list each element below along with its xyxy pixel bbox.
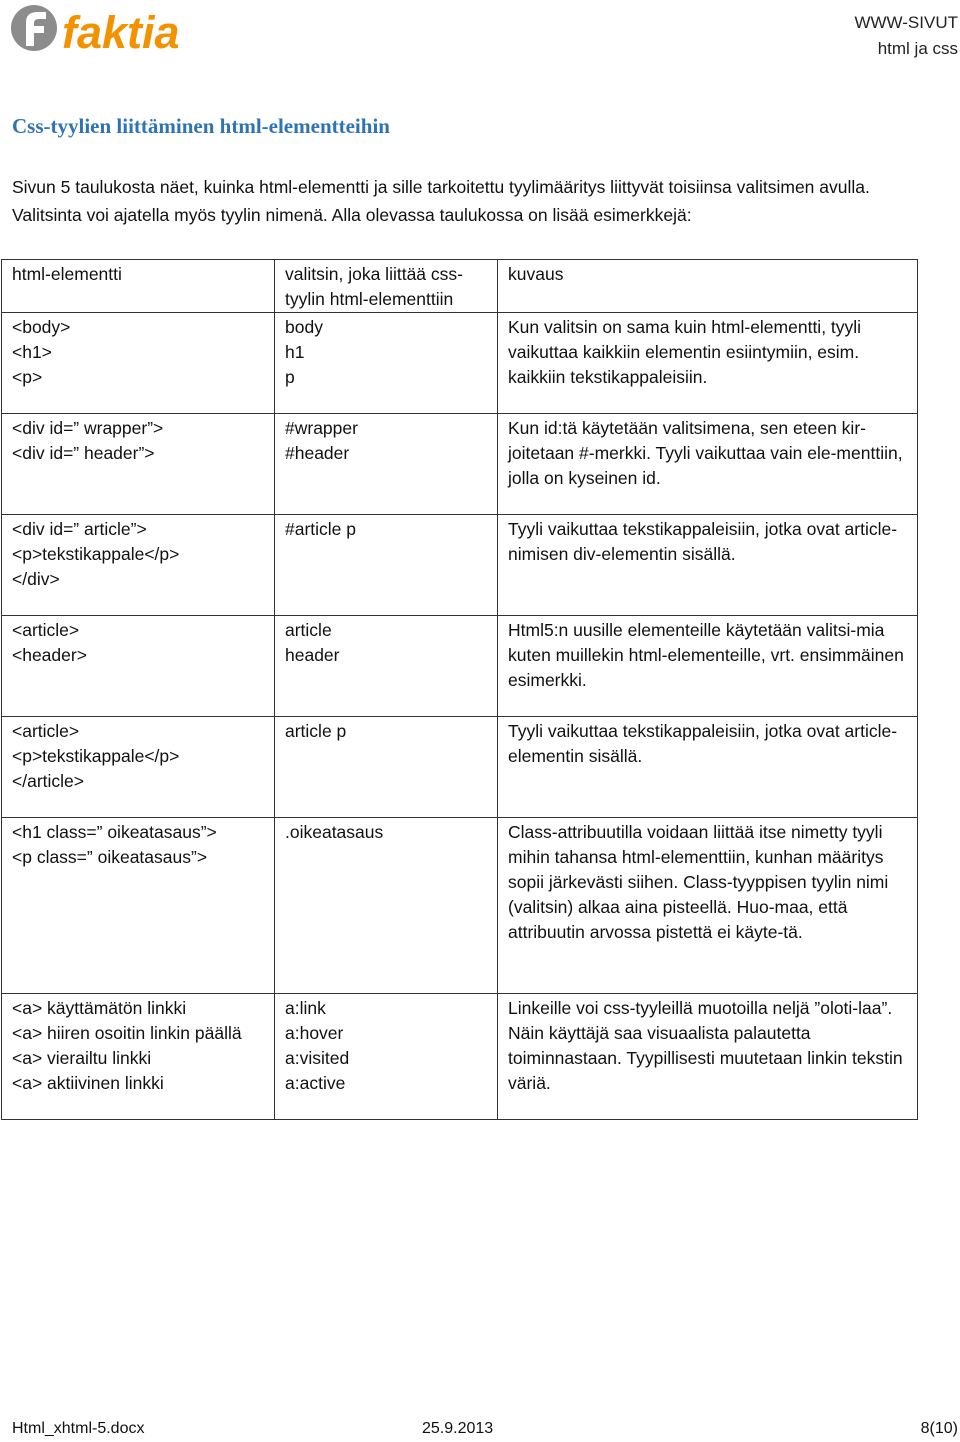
header-cell-element: html-elementti xyxy=(2,260,275,313)
selector-cell: article header xyxy=(275,616,498,717)
selector-cell: #article p xyxy=(275,515,498,616)
description-cell: Linkeille voi css-tyyleillä muotoilla neljä ”oloti-laa”. Näin käyttäjä saa visuaalista palautetta toiminnastaan. Tyypillisesti muutetaan linkin tekstin väriä. xyxy=(498,994,918,1120)
element-cell: <div id=” wrapper”> <div id=” header”> xyxy=(2,414,275,515)
footer-page-number: 8(10) xyxy=(920,1420,958,1437)
faktia-logo xyxy=(8,2,238,58)
description-cell: Tyyli vaikuttaa tekstikappaleisiin, jotka ovat article-elementin sisällä. xyxy=(498,717,918,818)
element-cell: <article> <header> xyxy=(2,616,275,717)
table-row xyxy=(2,313,918,414)
table-row xyxy=(2,994,918,1120)
description-cell: Tyyli vaikuttaa tekstikappaleisiin, jotka ovat article-nimisen div-elementin sisällä. xyxy=(498,515,918,616)
header-section: WWW-SIVUT xyxy=(854,13,958,32)
element-cell: <body> <h1> <p> xyxy=(2,313,275,414)
element-cell: <a> käyttämätön linkki <a> hiiren osoitin linkin päällä <a> vierailtu linkki <a> aktiivinen linkki xyxy=(2,994,275,1120)
intro-paragraph: Sivun 5 taulukosta näet, kuinka html-elementti ja sille tarkoitettu tyylimääritys liittyvät toisiinsa valitsimen avulla. Valitsinta voi ajatella myös tyylin nimenä. Alla olevassa taulukossa on lisää esimerkkejä: xyxy=(12,177,870,225)
footer-date: 25.9.2013 xyxy=(422,1420,494,1437)
element-cell: <div id=” article”> <p>tekstikappale</p> </div> xyxy=(2,515,275,616)
header-cell-description: kuvaus xyxy=(498,260,918,313)
description-cell: Kun id:tä käytetään valitsimena, sen eteen kir-joitetaan #-merkki. Tyyli vaikuttaa vain ele-menttiin, jolla on kyseinen id. xyxy=(498,414,918,515)
document-header xyxy=(854,10,958,62)
description-cell: Kun valitsin on sama kuin html-elementti, tyyli vaikuttaa kaikkiin elementin esiintymiin, esim. kaikkiin tekstikappaleisiin. xyxy=(498,313,918,414)
header-topic: html ja css xyxy=(877,39,958,58)
description-cell: Class-attribuutilla voidaan liittää itse nimetty tyyli mihin tahansa html-elementtiin, kunhan määritys sopii järkevästi siihen. Class-tyyppisen tyylin nimi (valitsin) alkaa aina pisteellä. Huo-maa, että attribuutin arvossa pistettä ei käyte-tä. xyxy=(498,818,918,994)
description-cell: Html5:n uusille elementeille käytetään valitsi-mia kuten muillekin html-elementeille, vrt. ensimmäinen esimerkki. xyxy=(498,616,918,717)
table-row xyxy=(2,717,918,818)
table-row xyxy=(2,414,918,515)
header-cell-selector: valitsin, joka liittää css-tyylin html-elementtiin xyxy=(275,260,498,313)
footer-filename: Html_xhtml-5.docx xyxy=(12,1420,145,1437)
page-footer xyxy=(12,1420,958,1442)
selector-cell: .oikeatasaus xyxy=(275,818,498,994)
table-row xyxy=(2,818,918,994)
selector-cell: #wrapper #header xyxy=(275,414,498,515)
element-cell: <article> <p>tekstikappale</p> </article> xyxy=(2,717,275,818)
logo-wordmark: faktia xyxy=(62,7,180,58)
selector-cell: a:link a:hover a:visited a:active xyxy=(275,994,498,1120)
element-cell: <h1 class=” oikeatasaus”> <p class=” oikeatasaus”> xyxy=(2,818,275,994)
table-row xyxy=(2,515,918,616)
selector-cell: body h1 p xyxy=(275,313,498,414)
selector-table xyxy=(1,259,918,1120)
page-title: Css-tyylien liittäminen html-elementteihin xyxy=(12,114,390,138)
selector-cell: article p xyxy=(275,717,498,818)
table-row xyxy=(2,616,918,717)
table-header-row xyxy=(2,260,918,313)
